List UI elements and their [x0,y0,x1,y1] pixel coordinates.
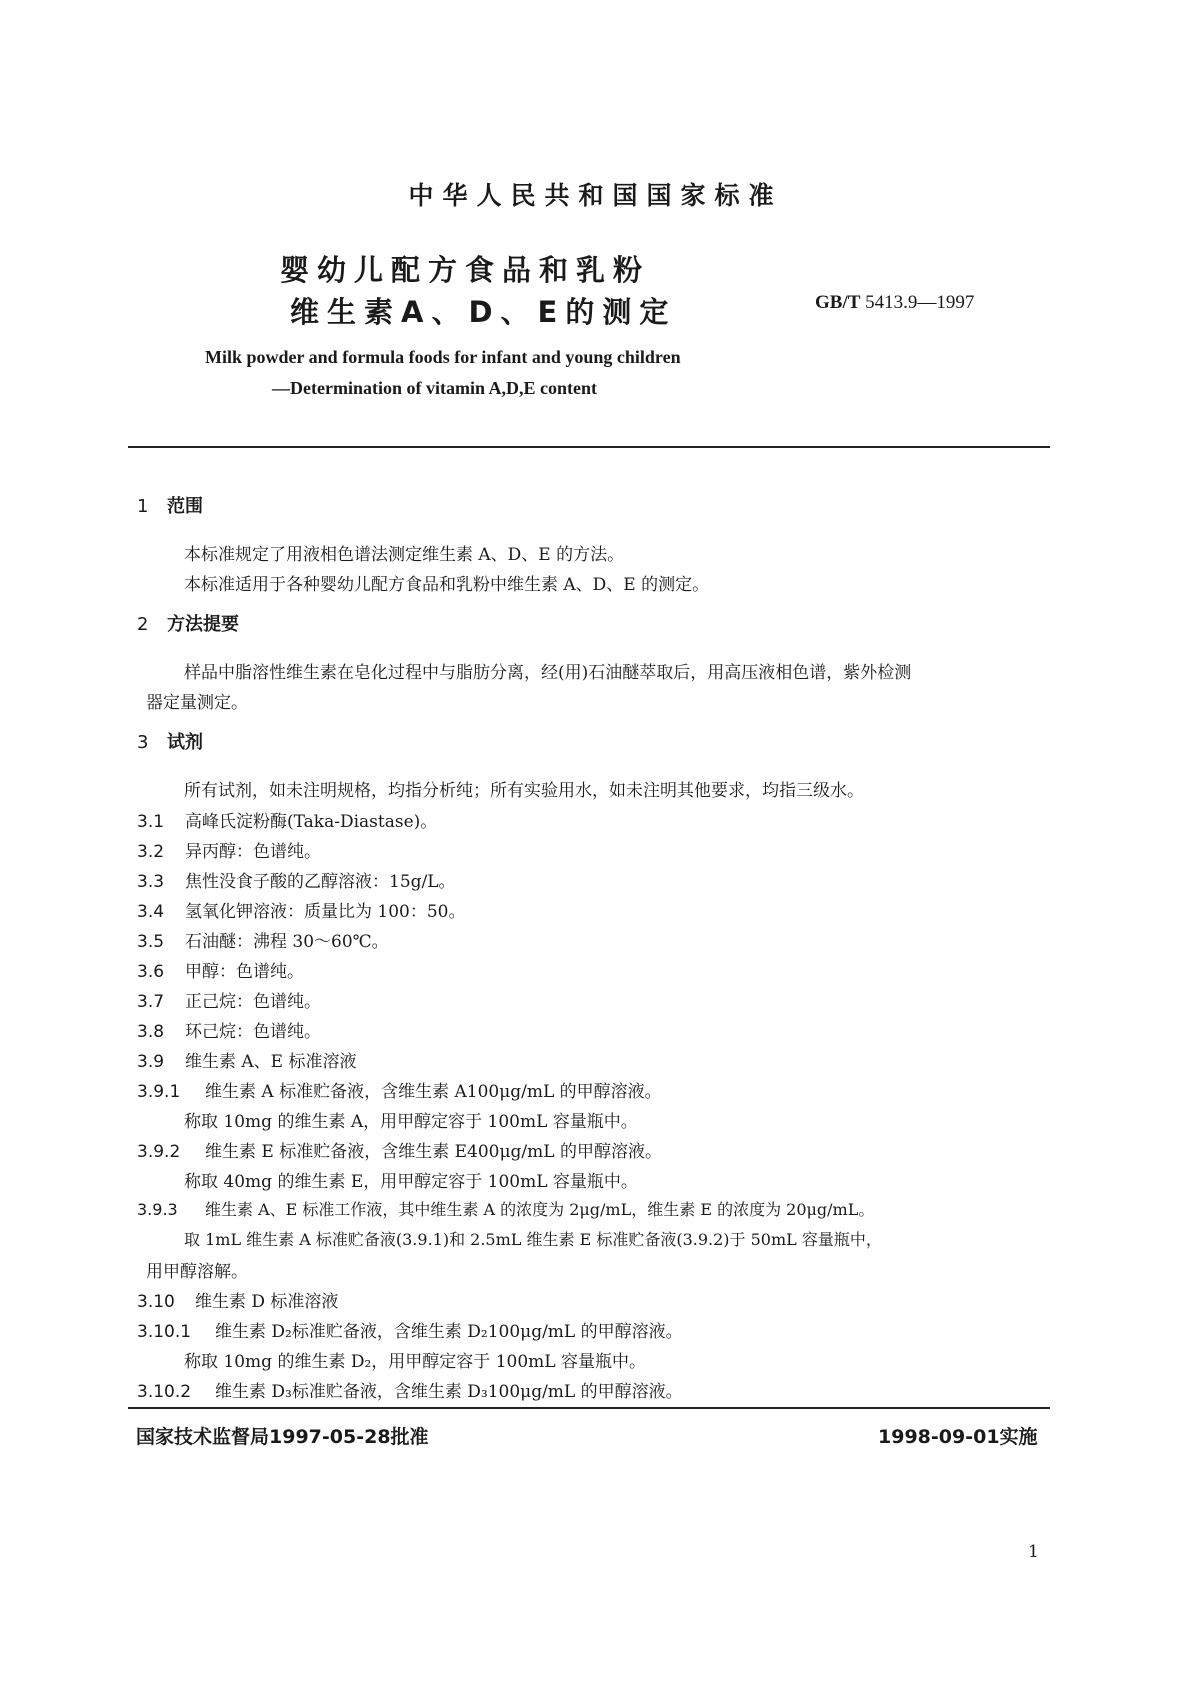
clause-3-10-2 [137,1377,683,1402]
section-1-heading [137,492,203,518]
section-2-heading [137,610,239,636]
clause-number: 3.4 [137,902,165,922]
clause-3-8 [137,1017,321,1042]
page-number: 1 [1028,1542,1039,1562]
clause-number: 3.9.3 [137,1200,178,1219]
header-divider [128,446,1050,448]
section-2-para-line1: 样品中脂溶性维生素在皂化过程中与脂肪分离，经(用)石油醚萃取后，用高压液相色谱，紫外检测 [184,663,912,683]
clause-3-9-1 [137,1077,662,1102]
clause-text: 甲醇：色谱纯。 [185,962,304,982]
clause-3-9 [137,1047,357,1072]
title-en-line2: —Determination of vitamin A,D,E content [272,378,597,398]
section-title: 方法提要 [167,614,239,635]
clause-number: 3.10.1 [137,1322,192,1342]
national-standard-heading: 中华人民共和国国家标准 [408,181,783,210]
clause-text: 高峰氏淀粉酶(Taka-Diastase)。 [185,812,438,832]
clause-3-1 [137,807,437,832]
clause-text: 维生素 A、E 标准溶液 [185,1052,357,1072]
effective-date: 1998-09-01实施 [878,1426,1038,1448]
clause-3-9-3-detail-line1: 取 1mL 维生素 A 标准贮备液(3.9.1)和 2.5mL 维生素 E 标准贮备液(3.9.2)于 50mL 容量瓶中， [184,1230,882,1249]
title-cn-line2: 维生素A、D、E的测定 [290,295,677,329]
clause-number: 3.8 [137,1022,165,1042]
title-en-line1: Milk powder and formula foods for infant and young children [205,347,681,367]
section-1-para-1: 本标准规定了用液相色谱法测定维生素 A、D、E 的方法。 [184,545,625,565]
clause-number: 3.9 [137,1052,165,1072]
section-number: 1 [137,496,149,517]
clause-number: 3.5 [137,932,165,952]
section-3-heading [137,728,203,754]
clause-text: 维生素 D₂标准贮备液，含维生素 D₂100μg/mL 的甲醇溶液。 [215,1322,683,1342]
clause-number: 3.2 [137,842,165,862]
section-1-para-2: 本标准适用于各种婴幼儿配方食品和乳粉中维生素 A、D、E 的测定。 [184,575,710,595]
standard-code [815,292,974,314]
clause-3-4 [137,897,465,922]
section-number: 2 [137,614,149,635]
clause-3-10-1-detail: 称取 10mg 的维生素 D₂，用甲醇定容于 100mL 容量瓶中。 [184,1352,646,1372]
clause-number: 3.10.2 [137,1382,192,1402]
clause-text: 正己烷：色谱纯。 [185,992,321,1012]
clause-3-10 [137,1287,338,1312]
clause-3-7 [137,987,321,1012]
clause-text: 维生素 D₃标准贮备液，含维生素 D₃100μg/mL 的甲醇溶液。 [215,1382,683,1402]
clause-number: 3.3 [137,872,165,892]
clause-3-9-2-detail: 称取 40mg 的维生素 E，用甲醇定容于 100mL 容量瓶中。 [184,1172,638,1192]
clause-3-6 [137,957,304,982]
clause-number: 3.7 [137,992,165,1012]
section-title: 试剂 [167,732,203,753]
clause-number: 3.9.1 [137,1082,181,1102]
clause-3-2 [137,837,321,862]
clause-text: 维生素 D 标准溶液 [195,1292,339,1312]
clause-text: 石油醚：沸程 30～60℃。 [185,932,389,952]
standard-code-prefix: GB/T [815,292,861,313]
clause-3-9-1-detail: 称取 10mg 的维生素 A，用甲醇定容于 100mL 容量瓶中。 [184,1112,638,1132]
clause-number: 3.6 [137,962,165,982]
clause-3-9-2 [137,1137,662,1162]
clause-text: 维生素 E 标准贮备液，含维生素 E400μg/mL 的甲醇溶液。 [205,1142,662,1162]
section-title: 范围 [167,496,203,517]
clause-3-3 [137,867,456,892]
clause-3-10-1 [137,1317,683,1342]
clause-text: 环己烷：色谱纯。 [185,1022,321,1042]
clause-text: 维生素 A 标准贮备液，含维生素 A100μg/mL 的甲醇溶液。 [205,1082,662,1102]
section-2-para-line2: 器定量测定。 [146,693,248,713]
clause-text: 氢氧化钾溶液：质量比为 100：50。 [185,902,466,922]
clause-3-9-3 [137,1197,874,1220]
section-3-intro: 所有试剂，如未注明规格，均指分析纯；所有实验用水，如未注明其他要求，均指三级水。 [184,781,864,801]
approval-date: 国家技术监督局1997-05-28批准 [136,1426,429,1448]
standard-code-number: 5413.9—1997 [865,292,975,313]
clause-text: 焦性没食子酸的乙醇溶液：15g/L。 [185,872,456,892]
clause-3-5 [137,927,389,952]
clause-text: 维生素 A、E 标准工作液，其中维生素 A 的浓度为 2μg/mL，维生素 E 的浓度为 20μg/mL。 [205,1200,875,1219]
clause-number: 3.1 [137,812,165,832]
clause-text: 异丙醇：色谱纯。 [185,842,321,862]
title-cn-line1: 婴幼儿配方食品和乳粉 [280,253,651,287]
footer-divider [128,1407,1050,1409]
clause-number: 3.10 [137,1292,175,1312]
clause-3-9-3-detail-line2: 用甲醇溶解。 [146,1262,248,1282]
section-number: 3 [137,732,149,753]
clause-number: 3.9.2 [137,1142,181,1162]
